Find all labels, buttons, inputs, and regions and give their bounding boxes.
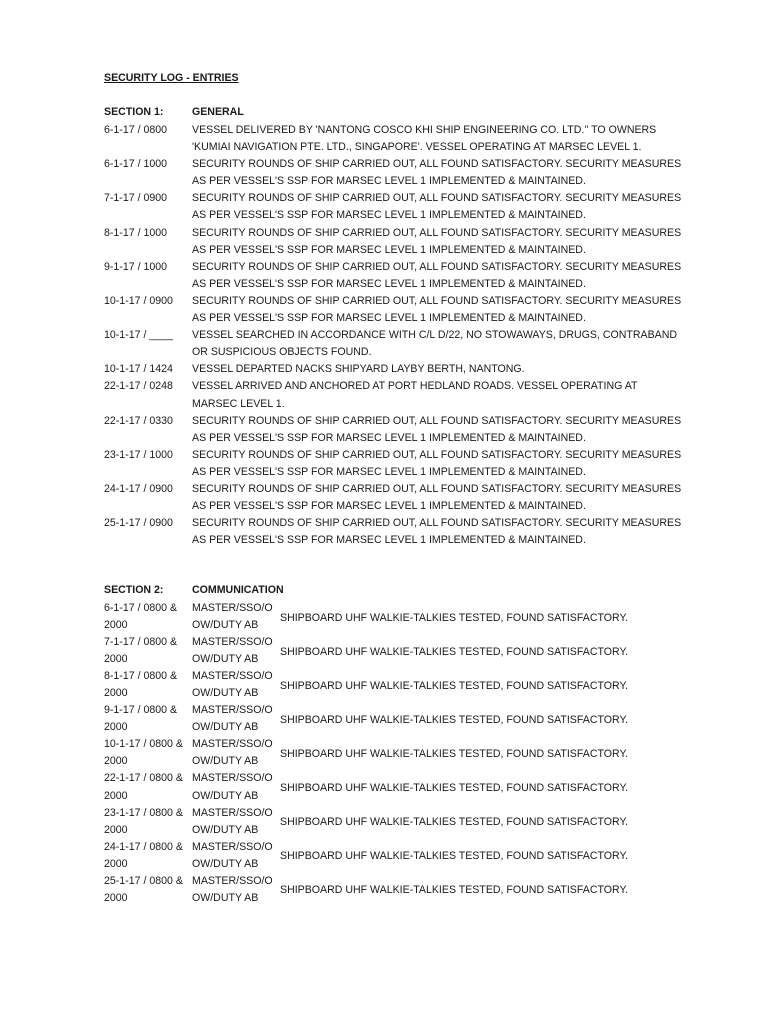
section-number: SECTION 2: [104,584,164,596]
entry-text: VESSEL ARRIVED AND ANCHORED AT PORT HEDLAND ROADS. VESSEL OPERATING AT MARSEC LEVEL 1. [192,380,638,410]
entry-responsible: MASTER/SSO/O OW/DUTY AB [192,874,273,904]
log-entry [104,413,704,447]
entry-text: SECURITY ROUNDS OF SHIP CARRIED OUT, ALL FOUND SATISFACTORY. SECURITY MEASURES AS PER VESSEL'S SSP FOR MARSEC LEVEL 1 IMPLEMENTED & MAINTAINED. [192,260,682,290]
entry-responsible: MASTER/SSO/O OW/DUTY AB [192,738,273,768]
entry-datetime: 8-1-17 / 0800 & 2000 [104,670,178,700]
entry-datetime: 10-1-17 / 1424 [104,363,173,376]
entry-text: SHIPBOARD UHF WALKIE-TALKIES TESTED, FOUND SATISFACTORY. [280,884,629,897]
entry-responsible: MASTER/SSO/O OW/DUTY AB [192,602,273,632]
entry-datetime: 9-1-17 / 1000 [104,260,168,273]
entry-responsible: MASTER/SSO/O OW/DUTY AB [192,840,273,870]
entry-text: SECURITY ROUNDS OF SHIP CARRIED OUT, ALL FOUND SATISFACTORY. SECURITY MEASURES AS PER VESSEL'S SSP FOR MARSEC LEVEL 1 IMPLEMENTED & MAINTAINED. [192,192,682,222]
log-entry [104,327,704,361]
log-entry [104,839,664,873]
log-entry [104,634,664,668]
entry-responsible: MASTER/SSO/O OW/DUTY AB [192,670,273,700]
entry-datetime: 6-1-17 / 0800 [104,124,168,136]
entry-datetime: 25-1-17 / 0800 & 2000 [104,874,183,904]
section-2-header [0,583,768,597]
entry-datetime: 24-1-17 / 0900 [104,482,173,495]
entry-text: SHIPBOARD UHF WALKIE-TALKIES TESTED, FOUND SATISFACTORY. [280,816,629,829]
entry-text: SHIPBOARD UHF WALKIE-TALKIES TESTED, FOUND SATISFACTORY. [280,850,629,863]
entry-datetime: 7-1-17 / 0800 & 2000 [104,636,178,666]
entry-text: SECURITY ROUNDS OF SHIP CARRIED OUT, ALL FOUND SATISFACTORY. SECURITY MEASURES AS PER VESSEL'S SSP FOR MARSEC LEVEL 1 IMPLEMENTED & MAINTAINED. [192,226,682,256]
section-1-entries [104,122,704,549]
entry-datetime: 23-1-17 / 0800 & 2000 [104,806,183,836]
entry-responsible: MASTER/SSO/O OW/DUTY AB [192,636,273,666]
log-entry [104,600,664,634]
log-entry [104,481,704,515]
log-entry [104,805,664,839]
document-title: SECURITY LOG - ENTRIES [104,72,239,84]
entry-responsible: MASTER/SSO/O OW/DUTY AB [192,704,273,734]
entry-text: VESSEL DEPARTED NACKS SHIPYARD LAYBY BERTH, NANTONG. [192,363,525,376]
entry-text: SECURITY ROUNDS OF SHIP CARRIED OUT, ALL FOUND SATISFACTORY. SECURITY MEASURES AS PER VESSEL'S SSP FOR MARSEC LEVEL 1 IMPLEMENTED & MAINTAINED. [192,294,682,325]
entry-text: SECURITY ROUNDS OF SHIP CARRIED OUT, ALL FOUND SATISFACTORY. SECURITY MEASURES AS PER VESSEL'S SSP FOR MARSEC LEVEL 1 IMPLEMENTED & MAINTAINED. [192,517,682,547]
entry-datetime: 10-1-17 / 0900 [104,294,173,307]
section-1-header [0,105,768,119]
entry-datetime: 22-1-17 / 0800 & 2000 [104,772,183,802]
log-entry [104,361,704,378]
entry-text: SHIPBOARD UHF WALKIE-TALKIES TESTED, FOUND SATISFACTORY. [280,679,629,692]
log-entry [104,447,704,481]
log-entry [104,122,704,156]
entry-text: SECURITY ROUNDS OF SHIP CARRIED OUT, ALL FOUND SATISFACTORY. SECURITY MEASURES AS PER VESSEL'S SSP FOR MARSEC LEVEL 1 IMPLEMENTED & MAINTAINED. [192,414,682,444]
entry-text: VESSEL SEARCHED IN ACCORDANCE WITH C/L D/22, NO STOWAWAYS, DRUGS, CONTRABAND OR SUSPICIOUS OBJECTS FOUND. [192,329,678,359]
section-name: COMMUNICATION [192,584,284,596]
entry-datetime: 9-1-17 / 0800 & 2000 [104,704,178,734]
entry-text: SHIPBOARD UHF WALKIE-TALKIES TESTED, FOUND SATISFACTORY. [280,713,629,726]
entry-datetime: 24-1-17 / 0800 & 2000 [104,840,183,870]
log-entry [104,259,704,293]
log-entry [104,293,704,327]
log-entry [104,378,704,412]
entry-responsible: MASTER/SSO/O OW/DUTY AB [192,772,273,802]
log-entry [104,702,664,736]
entry-text: SECURITY ROUNDS OF SHIP CARRIED OUT, ALL FOUND SATISFACTORY. SECURITY MEASURES AS PER VESSEL'S SSP FOR MARSEC LEVEL 1 IMPLEMENTED & MAINTAINED. [192,158,682,188]
section-2-entries [104,600,664,907]
entry-datetime: 22-1-17 / 0330 [104,414,173,427]
log-entry [104,736,664,770]
log-entry [104,873,664,907]
entry-datetime: 6-1-17 / 1000 [104,158,168,171]
log-entry [104,190,704,224]
entry-datetime: 6-1-17 / 0800 & 2000 [104,602,178,632]
log-entry [104,770,664,804]
entry-responsible: MASTER/SSO/O OW/DUTY AB [192,806,273,836]
log-entry [104,225,704,259]
entry-text: SHIPBOARD UHF WALKIE-TALKIES TESTED, FOUND SATISFACTORY. [280,747,629,760]
entry-datetime: 7-1-17 / 0900 [104,192,168,205]
log-entry [104,515,704,549]
section-name: GENERAL [192,106,244,118]
entry-text: SECURITY ROUNDS OF SHIP CARRIED OUT, ALL FOUND SATISFACTORY. SECURITY MEASURES AS PER VESSEL'S SSP FOR MARSEC LEVEL 1 IMPLEMENTED & MAINTAINED. [192,448,682,478]
entry-text: SHIPBOARD UHF WALKIE-TALKIES TESTED, FOUND SATISFACTORY. [280,645,629,658]
log-entry [104,156,704,190]
entry-text: SECURITY ROUNDS OF SHIP CARRIED OUT, ALL FOUND SATISFACTORY. SECURITY MEASURES AS PER VESSEL'S SSP FOR MARSEC LEVEL 1 IMPLEMENTED & MAINTAINED. [192,482,682,513]
entry-datetime: 10-1-17 / ____ [104,329,173,342]
entry-datetime: 10-1-17 / 0800 & 2000 [104,738,183,768]
entry-text: SHIPBOARD UHF WALKIE-TALKIES TESTED, FOUND SATISFACTORY. [280,782,629,795]
entry-text: VESSEL DELIVERED BY 'NANTONG COSCO KHI SHIP ENGINEERING CO. LTD.'' TO OWNERS 'KUMIAI NAVIGATION PTE. LTD., SINGAPORE'. VESSEL OPERATING AT MARSEC LEVEL 1. [192,124,657,154]
log-entry [104,668,664,702]
entry-datetime: 25-1-17 / 0900 [104,517,173,530]
entry-datetime: 8-1-17 / 1000 [104,226,168,239]
entry-text: SHIPBOARD UHF WALKIE-TALKIES TESTED, FOUND SATISFACTORY. [280,611,629,624]
entry-datetime: 23-1-17 / 1000 [104,448,173,461]
section-number: SECTION 1: [104,106,164,118]
entry-datetime: 22-1-17 / 0248 [104,380,173,393]
